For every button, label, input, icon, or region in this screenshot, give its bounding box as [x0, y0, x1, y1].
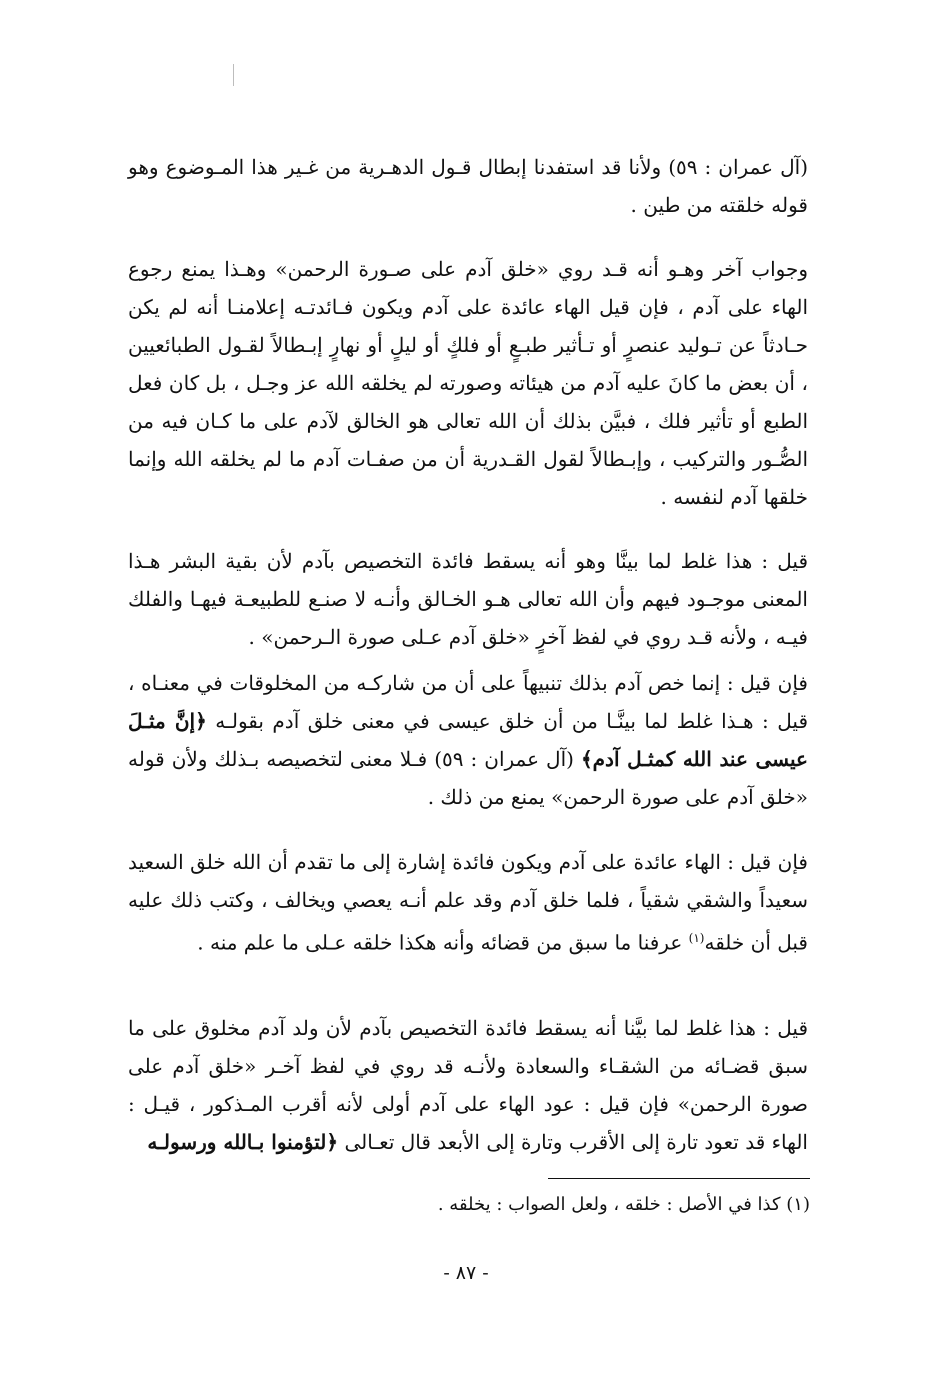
paragraph-6-text-before: قيل : هذا غلط لما بيَّنا أنه يسقط فائدة التخصيص بآدم لأن ولد آدم مخلوق على ما سبق قضـائه من الشقـاء والسعادة ولأنـه قد روي في لفظ آخـر «خلق آدم على صورة الرحمن» فإن قيل : عود الهاء على آدم أولى لأنه أقرب المـذكور ، قيـل : الهاء قد تعود تارة إلى الأقرب وتارة إلى الأبعد قال تعـالى	[128, 1016, 808, 1154]
footnote: (١) كذا في الأصل : خلقه ، ولعل الصواب : يخلقه .	[437, 1194, 810, 1215]
footnote-reference: (١)	[688, 931, 705, 945]
scan-mark	[233, 64, 234, 86]
paragraph-1	[128, 148, 808, 224]
paragraph-2	[128, 250, 808, 516]
paragraph-4-text-after: (آل عمران : ٥٩) فـلا معنى لتخصيصه بـذلك ولأن قوله «خلق آدم على صورة الرحمن» يمنع من ذلك .	[128, 747, 808, 809]
quran-quote: ﴿لتؤمنوا بـالله ورسولـه	[147, 1130, 339, 1154]
paragraph-5	[128, 843, 808, 962]
paragraph-2-text: وجواب آخر وهـو أنه قـد روي «خلق آدم على صـورة الرحمن» وهـذا يمنع رجوع الهاء على آدم ، فإن قيل الهاء عائدة على آدم ويكون فـائدتـه إعلامنـا أنه لم يكن حـادثاً عن تـوليد عنصرٍ أو تـأثير طبـعٍ أو فلكٍ أو ليلٍ أو نهارٍ إبـطالاً لقـول الطبائعيين ، أن بعض ما كانَ عليه آدم من هيئاته وصورته لم يخلقه الله عز وجـل ، بل كان فعل الطبع أو تأثير فلك ، فبيَّن بذلك أن الله تعالى هو الخالق لآدم على ما كـان فيه من الصُّـور والتركيب ، وإبـطالاً لقول القـدرية أن من صفـات آدم ما لم يخلقه الله وإنما خلقها آدم لنفسه .	[128, 257, 808, 509]
paragraph-3	[128, 542, 808, 656]
footnote-divider	[548, 1178, 810, 1179]
page-number: - ٨٧ -	[443, 1262, 489, 1284]
paragraph-1-text: (آل عمران : ٥٩) ولأنا قد استفدنا إبطال قـول الدهـرية من غـير هذا المـوضوع وهو قوله خلقته من طين .	[128, 155, 809, 217]
paragraph-3-text: قيل : هذا غلط لما بينَّا وهو أنه يسقط فائدة التخصيص بآدم لأن بقية البشر هـذا المعنى موجـود فيهم وأن الله تعالى هـو الخـالق وأنـه لا صنـع للطبيعـة فيهـا والفلك فيـه ، ولأنه قـد روي في لفظ آخرٍ «خلق آدم عـلى صورة الـرحمن» .	[128, 549, 808, 649]
paragraph-5-text-after: عرفنا ما سبق من قضائه وأنه هكذا خلقه عـلى ما علم منه .	[197, 930, 689, 955]
paragraph-5-text-before: فإن قيل : الهاء عائدة على آدم ويكون فائدة إشارة إلى ما تقدم أن الله خلق السعيد سعيداً والشقي شقياً ، فلما خلق آدم وقد علم أنـه يعصي ويخالف ، وكتب ذلك عليه قبل أن خلقه	[128, 850, 808, 955]
quran-quote: ﴿إنَّ مثـلَ عيسى عند الله كمثـل آدم﴾	[128, 709, 808, 771]
paragraph-6	[128, 1009, 808, 1161]
paragraph-4-text-before: فإن قيل : إنما خص آدم بذلك تنبيهاً على أن من شاركـه من المخلوقات في معنـاه ، قيل : هـذا غلط لما بينَّـا من أن خلق عيسى في معنى خلق آدم بقولـه	[128, 671, 808, 733]
paragraph-4	[128, 664, 808, 816]
